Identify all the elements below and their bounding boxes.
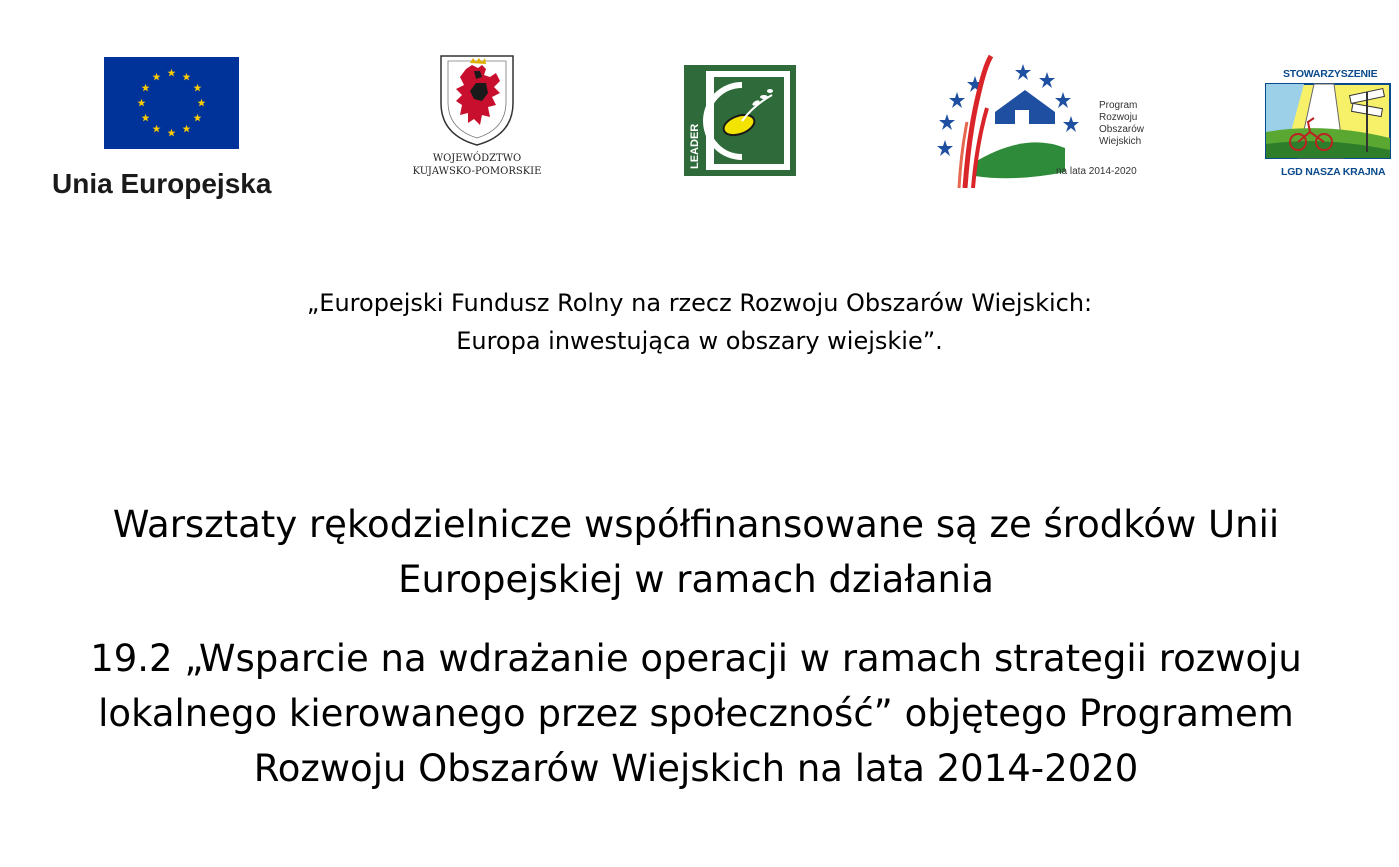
eu-flag-icon bbox=[104, 57, 239, 149]
eu-caption: Unia Europejska bbox=[52, 168, 272, 199]
leader-vertical-text: LEADER bbox=[689, 123, 701, 169]
prow-line-1: Program bbox=[1099, 100, 1138, 111]
statement-line-2: Europejskiej w ramach działania bbox=[398, 558, 994, 601]
statement-line-4: lokalnego kierowanego przez społeczność” objętego Programem bbox=[98, 692, 1294, 735]
statement-line-3: 19.2 „Wsparcie na wdrażanie operacji w ramach strategii rozwoju bbox=[90, 637, 1302, 680]
prow-line-4: Wiejskich bbox=[1099, 136, 1142, 147]
statement-line-1: Warsztaty rękodzielnicze współfinansowane są ze środków Unii bbox=[112, 503, 1280, 546]
prow-line-3: Obszarów bbox=[1099, 124, 1145, 135]
fund-quote-line-1: „Europejski Fundusz Rolny na rzecz Rozwoju Obszarów Wiejskich: bbox=[306, 289, 1093, 317]
statement-line-5: Rozwoju Obszarów Wiejskich na lata 2014-2020 bbox=[253, 747, 1139, 790]
griffin-crest-icon bbox=[438, 53, 516, 147]
voivodeship-caption-line-1: WOJEWÓDZTWO bbox=[432, 153, 522, 164]
fund-quote-line-2: Europa inwestująca w obszary wiejskie”. bbox=[456, 327, 943, 355]
leader-icon bbox=[684, 65, 796, 176]
prow-years: na lata 2014-2020 bbox=[1056, 166, 1137, 177]
voivodeship-caption-line-2: KUJAWSKO-POMORSKIE bbox=[412, 166, 542, 177]
lgd-top-text: STOWARZYSZENIE bbox=[1283, 68, 1378, 80]
lgd-bottom-text: LGD NASZA KRAJNA bbox=[1281, 166, 1386, 178]
prow-line-2: Rozwoju bbox=[1099, 112, 1138, 123]
prow-lines bbox=[1099, 100, 1144, 148]
voivodeship-caption bbox=[400, 152, 554, 178]
